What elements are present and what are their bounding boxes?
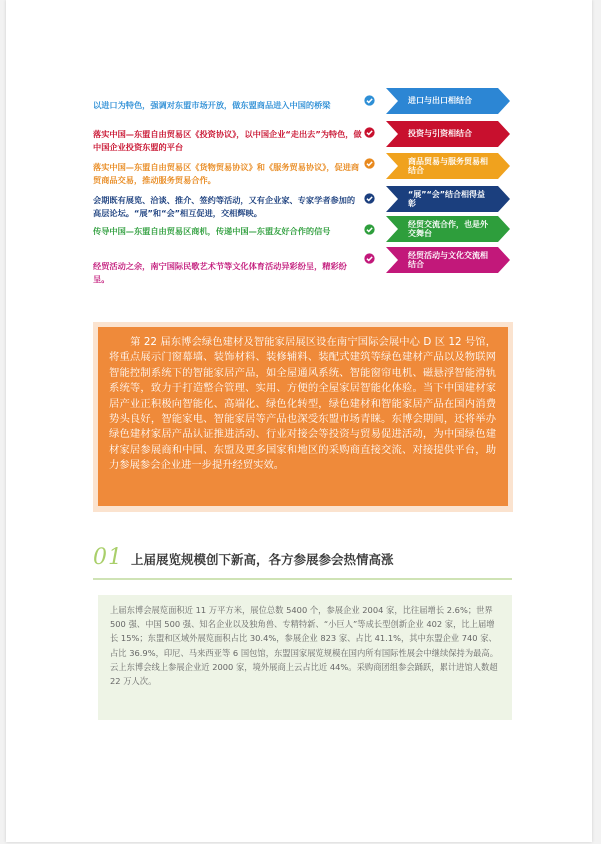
section-number: 01 bbox=[93, 545, 123, 570]
row-4-text: 会期既有展览、洽谈、推介、签约等活动，又有企业家、专家学者参加的高层论坛。“展”和“会”相互促进，交相辉映。 bbox=[93, 195, 356, 218]
section-paragraph: 上届东博会展览面积近 11 万平方米，展位总数 5400 个，参展企业 2004 家，比往届增长 2.6%；世界 500 强、中国 500 强、知名企业以及独角兽、专精特新、“小巨人”等成长型创新企业 402 家，比上届增长 15%；东盟和区域外展览面积占比 30.4%，参展企业 823 家、占比 41.1%，其中东盟企业 740 家、占比 36.9%，印尼、马来西亚等 6 国包馆，东盟国家展览规模在国内所有国际性展会中继续保持为最高。云上东博会线上参展企业近 2000 家，境外展商上云占比近 44%。采购商团组参会踊跃，累计进馆人数超 22 万人次。 bbox=[110, 605, 499, 687]
check-circle-icon bbox=[364, 158, 375, 169]
row-2-label: 投资与引资相结合 bbox=[408, 129, 472, 139]
section-body bbox=[98, 595, 512, 720]
highlight-box bbox=[98, 327, 508, 506]
section-title: 上届展览规模创下新高，各方参展参会热情高涨 bbox=[131, 552, 394, 567]
highlight-paragraph: 第 22 届东博会绿色建材及智能家居展区设在南宁国际会展中心 D 区 12 号馆，将重点展示门窗幕墙、装饰材料、装修辅料、装配式建筑等绿色建材产品以及物联网智能控制系统下的智能家居产品，如全屋通风系统、智能窗帘电机、磁悬浮智能滑轨系统等，致力于打造整合管理、实用、方便的全屋家居智能化体验。当下中国建材家居产业正积极向智能化、高端化、绿色化转型，绿色建材和智能家居产品在国内消费势头良好，智能家电、智能家居等产品也深受东盟市场青睐。东博会期间，还将举办绿色建材家居产品认证推进活动、行业对接会等投资与贸易促进活动，为中国绿色建材家居参展商和中国、东盟及更多国家和地区的采购商直接交流、对接提供平台，助力参展参会企业进一步提升经贸实效。 bbox=[109, 336, 496, 472]
row-2-text: 落实中国—东盟自由贸易区《投资协议》，以中国企业“走出去”为特色，做中国企业投资东盟的平台 bbox=[93, 129, 362, 152]
row-3-text: 落实中国—东盟自由贸易区《货物贸易协议》和《服务贸易协议》，促进商贸商品交易，推动服务贸易合作。 bbox=[93, 162, 360, 185]
section-heading bbox=[93, 543, 512, 580]
check-circle-icon bbox=[364, 224, 375, 235]
row-3-label: 商品贸易与服务贸易相结合 bbox=[408, 156, 488, 175]
check-circle-icon bbox=[364, 95, 375, 106]
check-circle-icon bbox=[364, 193, 375, 204]
check-circle-icon bbox=[364, 127, 375, 138]
row-1-label: 进口与出口相结合 bbox=[408, 96, 472, 106]
row-6-label: 经贸活动与文化交流相结合 bbox=[408, 250, 488, 269]
row-1-text: 以进口为特色，强调对东盟市场开放，做东盟商品进入中国的桥梁 bbox=[93, 100, 331, 110]
check-circle-icon bbox=[364, 253, 375, 264]
row-6-text: 经贸活动之余，南宁国际民歌艺术节等文化体育活动异彩纷呈，精彩纷呈。 bbox=[93, 261, 347, 284]
row-4-label: “展”“会”结合相得益彰 bbox=[408, 189, 486, 208]
row-5-text: 传导中国—东盟自由贸易区商机，传递中国—东盟友好合作的信号 bbox=[93, 226, 331, 236]
row-5-label: 经贸交流合作，也是外交舞台 bbox=[408, 219, 488, 238]
